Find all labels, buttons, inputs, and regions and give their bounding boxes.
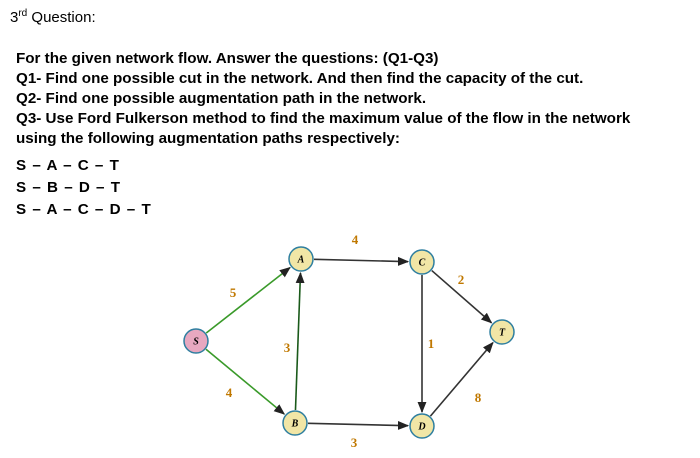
intro-line: For the given network flow. Answer the questions: (Q1-Q3)	[16, 50, 439, 67]
node-label: S	[193, 336, 199, 348]
augmentation-path-2: S – B – D – T	[16, 179, 122, 196]
node-d	[410, 414, 434, 438]
heading-text: Question:	[27, 9, 96, 26]
edge-s-a	[206, 268, 290, 333]
edge-b-d	[308, 423, 408, 425]
node-label: T	[498, 327, 506, 339]
heading-number: 3	[10, 9, 19, 26]
question-3-continuation: using the following augmentation paths respectively:	[16, 130, 400, 147]
node-c	[410, 250, 434, 274]
node-label: D	[418, 421, 426, 433]
capacity-label-b-d: 3	[350, 435, 358, 450]
node-a	[289, 247, 313, 271]
node-label: A	[297, 254, 305, 266]
edge-labels-layer	[226, 232, 482, 450]
node-t	[490, 320, 514, 344]
capacity-label-b-a: 3	[283, 340, 291, 355]
capacity-label-a-c: 4	[351, 232, 359, 247]
capacity-label-s-a: 5	[229, 285, 237, 300]
question-2: Q2- Find one possible augmentation path in the network.	[16, 90, 427, 107]
augmentation-path-3: S – A – C – D – T	[16, 201, 152, 218]
edges-layer	[206, 259, 493, 425]
node-s	[184, 329, 208, 353]
capacity-label-s-b: 4	[225, 385, 233, 400]
heading-ordinal-suffix: rd	[18, 8, 28, 19]
node-label: C	[418, 257, 426, 269]
edge-s-b	[206, 349, 284, 414]
node-label: B	[291, 418, 299, 430]
capacity-label-c-d: 1	[427, 336, 435, 351]
edge-b-a	[295, 273, 300, 410]
question-3: Q3- Use Ford Fulkerson method to find the maximum value of the flow in the network	[16, 110, 631, 127]
nodes-layer	[184, 247, 514, 438]
capacity-label-c-t: 2	[457, 272, 465, 287]
capacity-label-d-t: 8	[474, 390, 482, 405]
edge-a-c	[314, 259, 408, 261]
augmentation-path-1: S – A – C – T	[16, 157, 120, 174]
question-1: Q1- Find one possible cut in the network. And then find the capacity of the cut.	[16, 70, 584, 87]
node-b	[283, 411, 307, 435]
edge-d-t	[430, 343, 493, 416]
